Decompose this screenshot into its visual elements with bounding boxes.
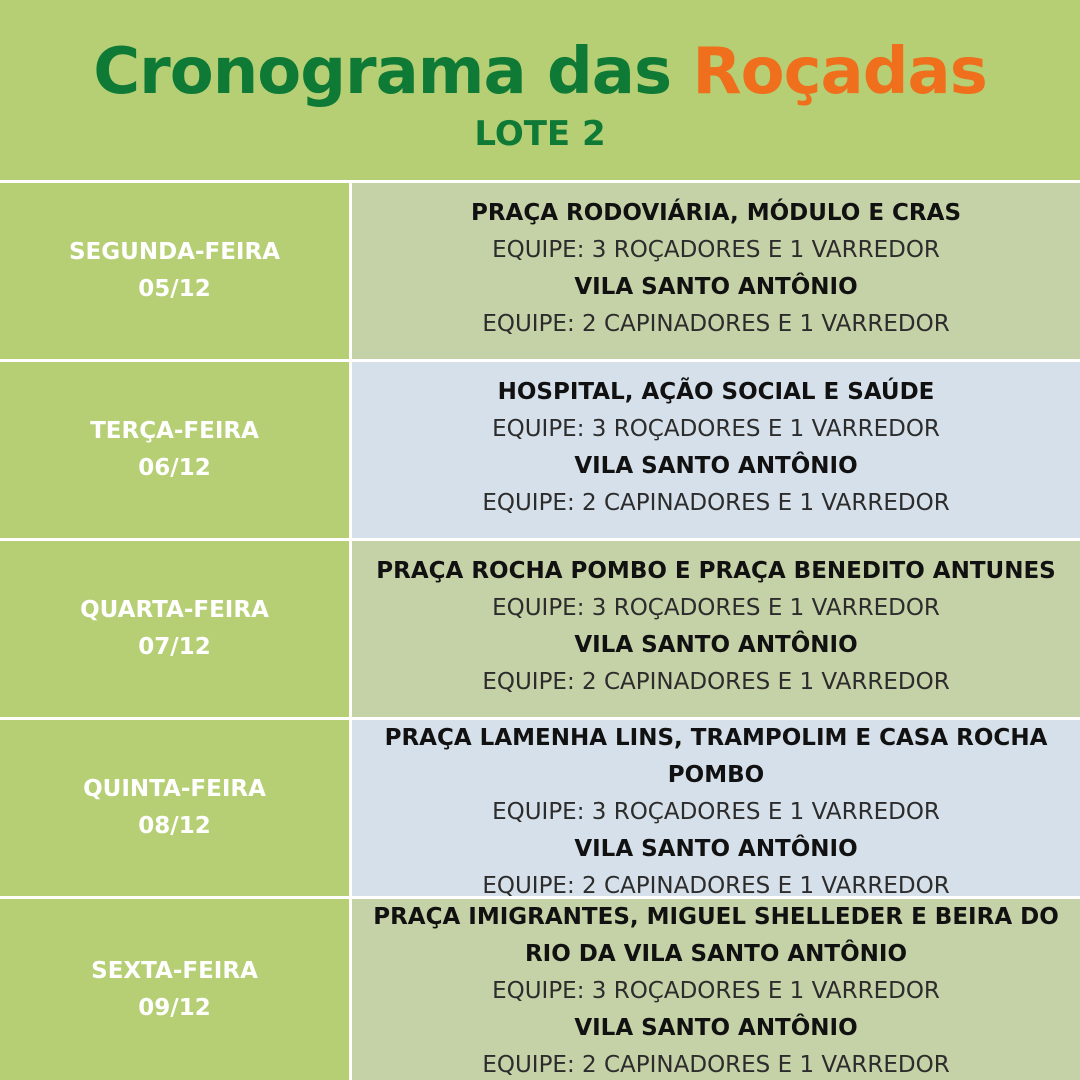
day-date: 09/12	[138, 994, 211, 1021]
day-date: 07/12	[138, 634, 211, 660]
location-secondary: VILA SANTO ANTÔNIO	[574, 453, 858, 479]
team-secondary: EQUIPE: 2 CAPINADORES E 1 VARREDOR	[482, 669, 950, 695]
schedule-row-friday	[0, 899, 1080, 1080]
task-cell	[352, 720, 1080, 896]
team-primary: EQUIPE: 3 ROÇADORES E 1 VARREDOR	[492, 595, 940, 621]
day-cell	[0, 183, 349, 359]
location-secondary: VILA SANTO ANTÔNIO	[574, 836, 858, 862]
page-subtitle: LOTE 2	[474, 114, 606, 154]
location-secondary: VILA SANTO ANTÔNIO	[574, 274, 858, 300]
day-cell	[0, 720, 349, 896]
day-cell	[0, 362, 349, 538]
day-name: SEXTA-FEIRA	[91, 957, 258, 984]
team-primary: EQUIPE: 3 ROÇADORES E 1 VARREDOR	[492, 799, 940, 825]
team-primary: EQUIPE: 3 ROÇADORES E 1 VARREDOR	[492, 978, 940, 1004]
team-secondary: EQUIPE: 2 CAPINADORES E 1 VARREDOR	[482, 490, 950, 516]
location-secondary: VILA SANTO ANTÔNIO	[574, 1015, 858, 1041]
location-primary: PRAÇA IMIGRANTES, MIGUEL SHELLEDER E BEIRA DO RIO DA VILA SANTO ANTÔNIO	[373, 904, 1059, 967]
day-name: SEGUNDA-FEIRA	[68, 239, 280, 265]
title-part-2: Roçadas	[692, 35, 987, 109]
team-secondary: EQUIPE: 2 CAPINADORES E 1 VARREDOR	[482, 311, 950, 337]
day-date: 05/12	[138, 276, 211, 302]
location-primary: PRAÇA ROCHA POMBO E PRAÇA BENEDITO ANTUNES	[376, 558, 1056, 584]
page-title	[0, 30, 1080, 114]
location-primary: HOSPITAL, AÇÃO SOCIAL E SAÚDE	[497, 379, 935, 405]
day-cell	[0, 899, 349, 1080]
team-primary: EQUIPE: 3 ROÇADORES E 1 VARREDOR	[492, 237, 940, 263]
task-cell	[352, 541, 1080, 717]
task-cell	[352, 183, 1080, 359]
task-cell	[352, 899, 1080, 1080]
schedule-row-thursday	[0, 720, 1080, 896]
day-name: QUINTA-FEIRA	[83, 776, 266, 802]
location-primary: PRAÇA RODOVIÁRIA, MÓDULO E CRAS	[470, 200, 962, 226]
task-cell	[352, 362, 1080, 538]
schedule-row-wednesday	[0, 541, 1080, 717]
schedule-row-monday	[0, 183, 1080, 359]
location-primary: PRAÇA LAMENHA LINS, TRAMPOLIM E CASA ROCHA POMBO	[384, 725, 1048, 788]
schedule-row-tuesday	[0, 362, 1080, 538]
day-cell	[0, 541, 349, 717]
day-name: TERÇA-FEIRA	[90, 418, 259, 444]
team-secondary: EQUIPE: 2 CAPINADORES E 1 VARREDOR	[482, 873, 950, 896]
title-part-1: Cronograma das	[93, 35, 693, 109]
day-name: QUARTA-FEIRA	[80, 597, 269, 623]
team-primary: EQUIPE: 3 ROÇADORES E 1 VARREDOR	[492, 416, 940, 442]
location-secondary: VILA SANTO ANTÔNIO	[574, 632, 858, 658]
day-date: 08/12	[138, 813, 211, 839]
header	[0, 0, 1080, 180]
day-date: 06/12	[138, 455, 211, 481]
team-secondary: EQUIPE: 2 CAPINADORES E 1 VARREDOR	[482, 1052, 950, 1078]
